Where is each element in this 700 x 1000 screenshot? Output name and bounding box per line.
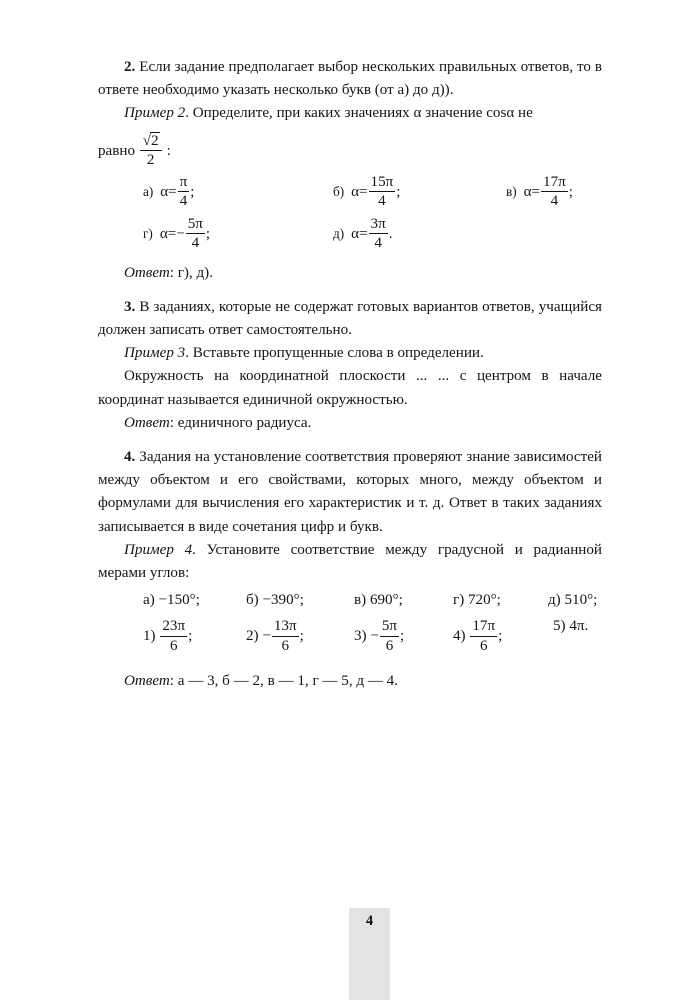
- radian-item-2-sign: −: [262, 628, 271, 645]
- option-g-numerator: 5π: [186, 216, 205, 234]
- degree-item-g-key: г): [453, 592, 465, 609]
- option-d-punct: .: [388, 225, 393, 242]
- example-2-options-row-1: [98, 174, 602, 216]
- radian-item-2-fraction: [272, 618, 299, 654]
- sqrt2-over-2-fraction: [140, 132, 162, 169]
- example-2-option-d: [333, 216, 392, 252]
- radian-item-5-plain: 4π.: [569, 618, 589, 635]
- radian-item-3-fraction: [380, 618, 399, 654]
- radian-item-5: [553, 618, 588, 635]
- radian-4-denominator: 6: [479, 637, 488, 654]
- option-b-key: б): [333, 183, 345, 199]
- example-3-answer-text: : единичного радиуса.: [169, 414, 312, 431]
- radian-item-4-fraction: [470, 618, 497, 654]
- option-a-lhs: α=: [160, 183, 177, 200]
- example-2-equation-line: [98, 132, 602, 170]
- option-g-denominator: 4: [191, 234, 200, 251]
- option-v-denominator: 4: [550, 192, 559, 209]
- option-g-punct: ;: [205, 225, 211, 242]
- radian-item-3-punct: ;: [400, 628, 405, 645]
- example-3-answer: [98, 412, 602, 435]
- radian-3-denominator: 6: [385, 637, 394, 654]
- radian-item-3-sign: −: [370, 628, 379, 645]
- square-root-icon: √2: [142, 132, 159, 149]
- option-a-body: [160, 173, 195, 209]
- degree-item-b: [246, 592, 304, 609]
- radian-item-3-key: 3): [354, 628, 367, 645]
- degree-item-d-value: 510°;: [564, 592, 598, 609]
- degree-item-a-value: −150°;: [158, 592, 200, 609]
- radian-2-numerator: 13π: [272, 618, 299, 636]
- option-v-fraction: [541, 174, 568, 210]
- fraction-numerator: [140, 132, 162, 151]
- option-g-sign: −: [176, 225, 185, 242]
- degree-item-v-key: в): [354, 592, 367, 609]
- option-a-numerator: π: [178, 174, 190, 192]
- item-3-text: В заданиях, которые не содержат готовых вариантов ответов, учащийся должен записать ответ самостоятельно.: [98, 298, 602, 339]
- radian-item-5-key: 5): [553, 618, 566, 635]
- spacer: [98, 435, 602, 446]
- option-b-numerator: 15π: [369, 174, 396, 192]
- paragraph-item-2: [98, 56, 602, 102]
- radian-item-3: [354, 618, 404, 654]
- degree-item-d: [548, 592, 597, 609]
- degree-item-v: [354, 592, 403, 609]
- option-g-lhs: α=: [159, 225, 177, 242]
- radian-3-numerator: 5π: [380, 618, 399, 636]
- paragraph-item-4: [98, 446, 602, 539]
- page-content: [98, 56, 602, 693]
- option-a-fraction: [178, 174, 190, 210]
- example-2-option-a: [143, 174, 195, 210]
- option-d-numerator: 3π: [369, 216, 388, 234]
- example-4-degrees-row: [98, 592, 602, 618]
- example-2-intro-text: . Определите, при каких значениях α значение cosα не: [185, 105, 533, 122]
- example-2-options-row-2: [98, 216, 602, 258]
- example-2-option-v: [506, 174, 573, 210]
- radian-item-1-punct: ;: [188, 628, 193, 645]
- example-2-answer-label: Ответ: [124, 264, 170, 281]
- radian-item-1: [143, 618, 192, 654]
- option-v-numerator: 17π: [541, 174, 568, 192]
- option-b-fraction: [369, 174, 396, 210]
- example-3-body: Окружность на координатной плоскости ... ... с центром в начале координат называется единичной окружностью.: [98, 368, 602, 408]
- example-3-label: Пример 3: [124, 345, 186, 362]
- degree-item-v-value: 690°;: [369, 592, 403, 609]
- option-b-lhs: α=: [351, 183, 368, 200]
- option-d-key: д): [333, 225, 345, 241]
- paragraph-item-3: [98, 296, 602, 342]
- degree-item-a-key: а): [143, 592, 155, 609]
- example-2-eq-prefix: равно: [98, 142, 139, 159]
- item-3-marker: 3.: [124, 298, 136, 315]
- example-4-answer: [98, 670, 602, 693]
- option-a-denominator: 4: [179, 192, 188, 209]
- page-number: 4: [365, 913, 374, 929]
- item-4-text: Задания на установление соответствия проверяют знание зависимостей между объектом и его свойствами, которых много, между объектом и формулами для вычисления его характеристик и т. д. Ответ в таких заданиях записывается в виде сочетания цифр и букв.: [98, 449, 602, 535]
- example-2-answer: [98, 262, 602, 285]
- example-2-colon: :: [166, 142, 171, 159]
- example-4-radians-row: [98, 618, 602, 656]
- radian-item-4-punct: ;: [498, 628, 503, 645]
- item-2-marker: 2.: [124, 59, 136, 75]
- example-3-intro-text: . Вставьте пропущенные слова в определении.: [185, 345, 484, 362]
- option-d-lhs: α=: [351, 225, 368, 242]
- example-4-intro-text: . Установите соответствие между градусной и радианной мерами углов:: [98, 541, 602, 582]
- option-v-key: в): [506, 183, 517, 199]
- option-a-key: а): [143, 183, 154, 199]
- example-4-answer-label: Ответ: [124, 673, 170, 690]
- degree-item-g-value: 720°;: [468, 592, 501, 609]
- radian-item-4-key: 4): [453, 628, 466, 645]
- radian-1-denominator: 6: [169, 637, 178, 654]
- example-2-option-b: [333, 174, 400, 210]
- degree-item-b-value: −390°;: [262, 592, 304, 609]
- option-v-lhs: α=: [523, 183, 541, 200]
- example-3-intro: [98, 342, 602, 365]
- option-d-denominator: 4: [374, 234, 382, 251]
- option-b-punct: ;: [396, 183, 401, 200]
- degree-item-b-key: б): [246, 592, 259, 609]
- example-2-option-g: [143, 216, 210, 252]
- radian-item-2-key: 2): [246, 628, 259, 645]
- radian-2-denominator: 6: [281, 637, 289, 654]
- radian-item-1-key: 1): [143, 628, 156, 645]
- degree-item-d-key: д): [548, 592, 561, 609]
- example-2-label: Пример 2: [124, 105, 186, 122]
- radian-1-numerator: 23π: [160, 618, 187, 636]
- option-g-fraction: [186, 216, 205, 252]
- radian-4-numerator: 17π: [470, 618, 497, 636]
- example-2-intro: [98, 102, 602, 125]
- example-4-intro: [98, 539, 602, 585]
- option-v-punct: ;: [568, 183, 573, 200]
- option-g-key: г): [143, 225, 153, 241]
- example-3-answer-label: Ответ: [124, 414, 170, 431]
- fraction-denominator: 2: [146, 151, 155, 168]
- option-d-fraction: [369, 216, 388, 252]
- radian-item-2-punct: ;: [299, 628, 304, 645]
- option-a-punct: ;: [190, 183, 195, 200]
- example-4-label: Пример 4: [124, 541, 193, 558]
- radian-item-4: [453, 618, 502, 654]
- degree-item-a: [143, 592, 200, 609]
- radian-item-1-fraction: [160, 618, 187, 654]
- example-4-answer-text: : а — 3, б — 2, в — 1, г — 5, д — 4.: [169, 673, 399, 690]
- degree-item-g: [453, 592, 501, 609]
- spacer: [98, 285, 602, 296]
- item-4-marker: 4.: [124, 449, 136, 466]
- radian-item-2: [246, 618, 304, 654]
- item-2-text: Если задание предполагает выбор нескольких правильных ответов, то в ответе необходимо указать несколько букв (от а) до д)).: [98, 59, 602, 99]
- example-2-answer-text: : г), д).: [169, 264, 213, 281]
- radicand: 2: [151, 132, 159, 149]
- option-b-denominator: 4: [378, 192, 386, 209]
